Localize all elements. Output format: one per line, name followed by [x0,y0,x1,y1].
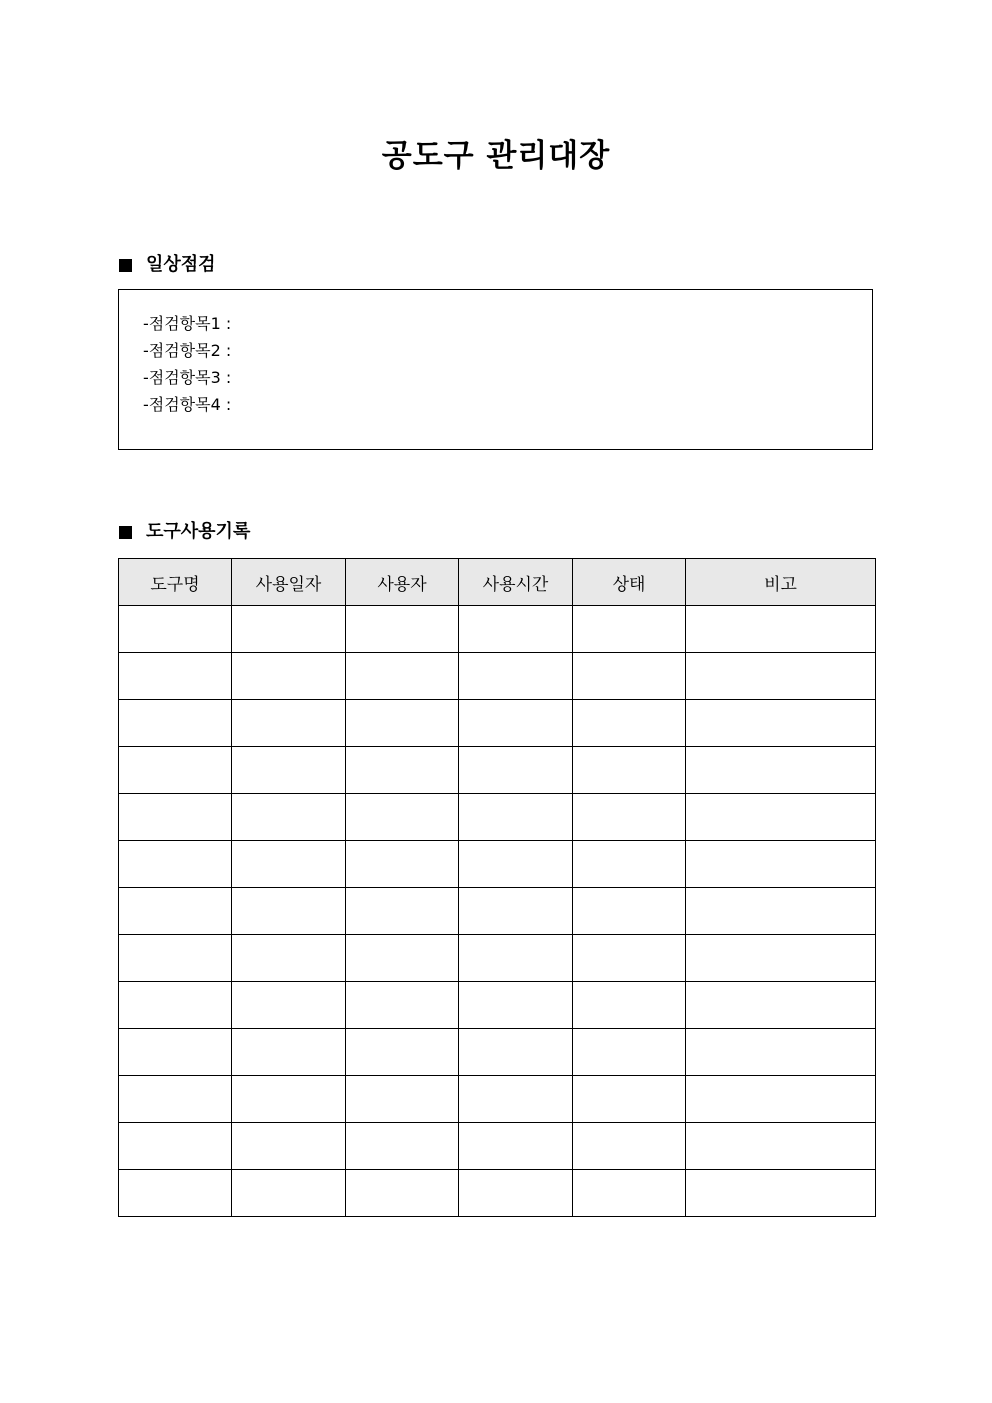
cell-status[interactable] [573,606,686,653]
column-header-status: 상태 [573,559,686,606]
cell-remarks[interactable] [686,794,876,841]
cell-user[interactable] [346,653,459,700]
cell-remarks[interactable] [686,1076,876,1123]
cell-user[interactable] [346,935,459,982]
cell-status[interactable] [573,1029,686,1076]
page-title: 공도구 관리대장 [381,138,611,174]
cell-use-date[interactable] [232,1076,346,1123]
check-item-3: -점검항목3 : [143,368,232,387]
cell-use-date[interactable] [232,606,346,653]
cell-use-date[interactable] [232,1029,346,1076]
cell-status[interactable] [573,1170,686,1217]
cell-use-date[interactable] [232,747,346,794]
table-header-row [119,559,876,606]
check-item-4: -점검항목4 : [143,395,232,414]
cell-user[interactable] [346,1123,459,1170]
daily-check-heading [119,253,216,277]
table-row [119,794,876,841]
table-row [119,653,876,700]
cell-remarks[interactable] [686,700,876,747]
cell-user[interactable] [346,700,459,747]
table-row [119,606,876,653]
usage-record-table [118,558,876,1217]
cell-use-time[interactable] [459,700,573,747]
cell-use-time[interactable] [459,841,573,888]
cell-remarks[interactable] [686,982,876,1029]
table-row [119,982,876,1029]
cell-use-time[interactable] [459,653,573,700]
cell-remarks[interactable] [686,606,876,653]
table-row [119,747,876,794]
cell-use-date[interactable] [232,841,346,888]
cell-user[interactable] [346,1076,459,1123]
cell-status[interactable] [573,982,686,1029]
cell-remarks[interactable] [686,1170,876,1217]
cell-remarks[interactable] [686,935,876,982]
cell-user[interactable] [346,1170,459,1217]
cell-use-date[interactable] [232,700,346,747]
cell-use-date[interactable] [232,653,346,700]
cell-remarks[interactable] [686,747,876,794]
cell-user[interactable] [346,747,459,794]
usage-record-body [119,606,876,1217]
cell-remarks[interactable] [686,888,876,935]
cell-status[interactable] [573,888,686,935]
cell-user[interactable] [346,794,459,841]
cell-use-date[interactable] [232,794,346,841]
cell-status[interactable] [573,841,686,888]
cell-use-time[interactable] [459,982,573,1029]
cell-status[interactable] [573,700,686,747]
cell-remarks[interactable] [686,1123,876,1170]
table-row [119,1029,876,1076]
cell-use-date[interactable] [232,982,346,1029]
usage-record-heading [119,520,250,544]
cell-use-time[interactable] [459,606,573,653]
cell-status[interactable] [573,747,686,794]
cell-use-time[interactable] [459,935,573,982]
daily-check-box [118,289,873,450]
cell-status[interactable] [573,935,686,982]
cell-tool-name[interactable] [119,888,232,935]
cell-use-date[interactable] [232,1170,346,1217]
cell-tool-name[interactable] [119,1076,232,1123]
table-row [119,1076,876,1123]
cell-user[interactable] [346,982,459,1029]
cell-tool-name[interactable] [119,1029,232,1076]
check-item-1: -점검항목1 : [143,314,232,333]
column-header-user: 사용자 [346,559,459,606]
column-header-use-time: 사용시간 [459,559,573,606]
table-row [119,700,876,747]
cell-tool-name[interactable] [119,606,232,653]
cell-use-date[interactable] [232,888,346,935]
square-bullet-icon [119,526,132,539]
cell-use-time[interactable] [459,794,573,841]
usage-record-heading-label: 도구사용기록 [146,521,251,542]
cell-use-time[interactable] [459,1170,573,1217]
cell-tool-name[interactable] [119,700,232,747]
cell-use-time[interactable] [459,1076,573,1123]
cell-use-date[interactable] [232,1123,346,1170]
cell-use-time[interactable] [459,1029,573,1076]
table-row [119,888,876,935]
cell-tool-name[interactable] [119,841,232,888]
column-header-use-date: 사용일자 [232,559,346,606]
cell-tool-name[interactable] [119,747,232,794]
cell-status[interactable] [573,794,686,841]
check-item-2: -점검항목2 : [143,341,232,360]
table-row [119,1123,876,1170]
cell-user[interactable] [346,888,459,935]
cell-tool-name[interactable] [119,794,232,841]
cell-user[interactable] [346,841,459,888]
cell-user[interactable] [346,1029,459,1076]
cell-use-time[interactable] [459,888,573,935]
cell-use-date[interactable] [232,935,346,982]
cell-use-time[interactable] [459,1123,573,1170]
table-row [119,935,876,982]
cell-remarks[interactable] [686,841,876,888]
cell-status[interactable] [573,1123,686,1170]
column-header-tool-name: 도구명 [119,559,232,606]
table-row [119,1170,876,1217]
cell-tool-name[interactable] [119,1170,232,1217]
cell-tool-name[interactable] [119,1123,232,1170]
daily-check-heading-label: 일상점검 [146,254,216,275]
cell-remarks[interactable] [686,653,876,700]
cell-status[interactable] [573,653,686,700]
cell-remarks[interactable] [686,1029,876,1076]
cell-tool-name[interactable] [119,982,232,1029]
cell-tool-name[interactable] [119,935,232,982]
cell-use-time[interactable] [459,747,573,794]
column-header-remarks: 비고 [686,559,876,606]
table-row [119,841,876,888]
cell-status[interactable] [573,1076,686,1123]
square-bullet-icon [119,259,132,272]
cell-tool-name[interactable] [119,653,232,700]
cell-user[interactable] [346,606,459,653]
